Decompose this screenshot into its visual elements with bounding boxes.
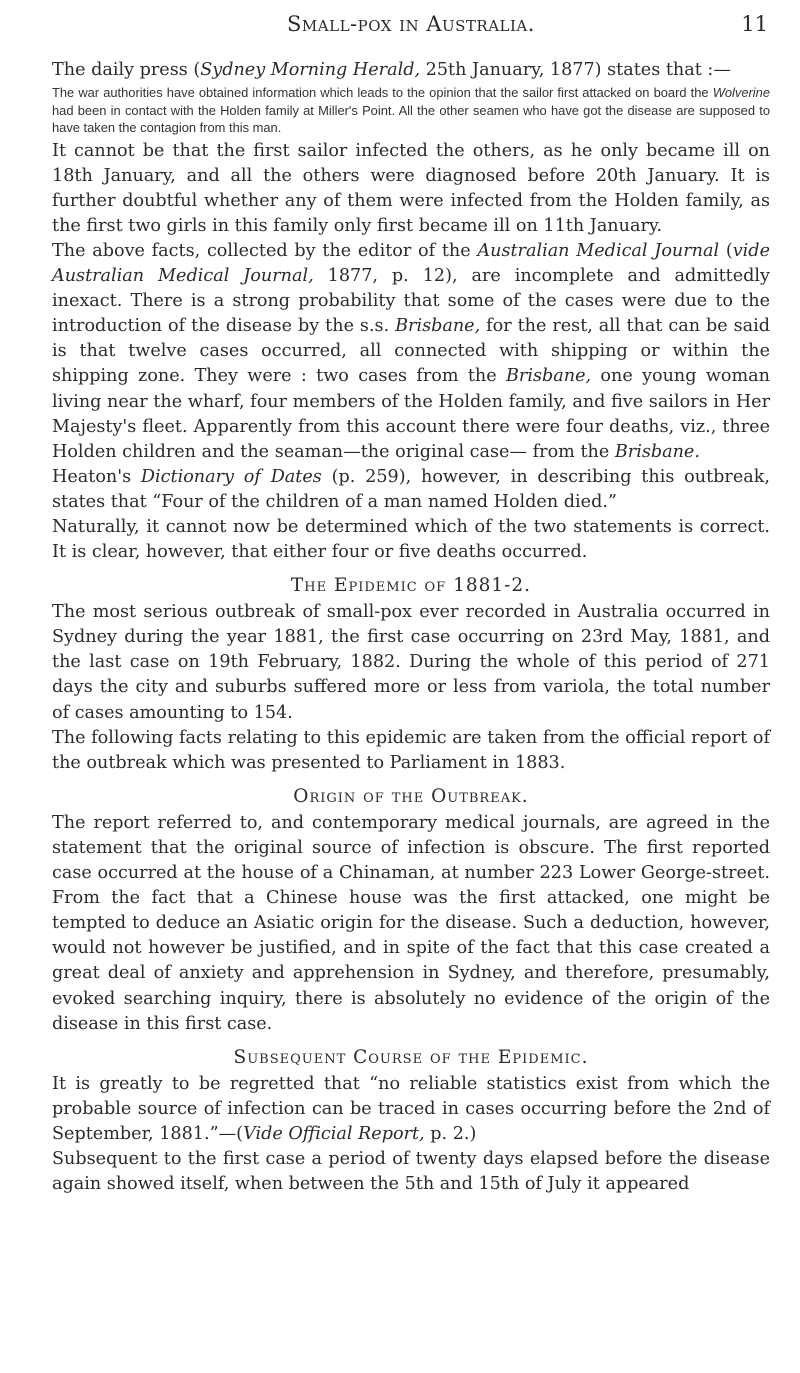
section-heading-origin: Origin of the Outbreak. bbox=[293, 785, 529, 807]
paragraph-first-sailor: It cannot be that the first sailor infected the others, as he only became ill on 18th January, and all the others were diagnosed before 20th January. It is further doubtful whether any of them were infected from the Holden family, as the first two girls in this family only first became ill on 11th January. bbox=[52, 140, 770, 236]
paragraph-most-serious: The most serious outbreak of small-pox ever recorded in Australia occurred in Sydney during the year 1881, the first case occurring on 23rd May, 1881, and the last case on 19th February, 1882. During the whole of this period of 271 days the city and suburbs suffered more or less from variola, the total number of cases amounting to 154. bbox=[52, 602, 770, 723]
paragraph-subsequent: Subsequent to the first case a period of twenty days elapsed before the disease again showed itself, when between the 5th and 15th of July it appeared bbox=[52, 1148, 770, 1195]
paragraph-heaton: Heaton's Dictionary of Dates (p. 259), however, in describing this outbreak, states that “Four of the children of a man named Holden died.” bbox=[52, 466, 770, 512]
section-heading-subsequent: Subsequent Course of the Epidemic. bbox=[233, 1046, 589, 1068]
book-page bbox=[52, 0, 770, 1197]
paragraph-following-facts: The following facts relating to this epidemic are taken from the official report of the outbreak which was presented to Parliament in 1883. bbox=[52, 727, 770, 773]
running-title: Small-pox in Australia. bbox=[287, 12, 535, 36]
section-heading-epidemic: The Epidemic of 1881-2. bbox=[290, 575, 532, 597]
page-number: 11 bbox=[741, 12, 768, 36]
paragraph-regretted: It is greatly to be regretted that “no reliable statistics exist from which the probable source of infection can be traced in cases occurring before the 2nd of September, 1881.”—(Vide Official Report, p. 2.) bbox=[52, 1073, 770, 1144]
paragraph-above-facts: The above facts, collected by the editor of the Australian Medical Journal (vide Australian Medical Journal, 1877, p. 12), are incomplete and admittedly inexact. There is a strong probability that some of the cases were due to the introduction of the disease by the s.s. Brisbane, for the rest, all that can be said is that twelve cases occurred, all connected with shipping or within the shipping zone. They were : two cases from the Brisbane, one young woman living near the wharf, four members of the Holden family, and five sailors in Her Majesty's fleet. Apparently from this account there were four deaths, viz., three Holden children and the seaman—the original case— from the Brisbane. bbox=[52, 240, 771, 462]
block-quote: The war authorities have obtained information which leads to the opinion that the sailor first attacked on board the Wolverine had been in contact with the Holden family at Miller's Point. All the other seamen who have got the disease are supposed to have taken the contagion from this man. bbox=[52, 85, 770, 136]
page-header bbox=[52, 0, 770, 58]
paragraph-daily-press: The daily press (Sydney Morning Herald, 25th January, 1877) states that :— bbox=[52, 60, 731, 80]
paragraph-naturally: Naturally, it cannot now be determined which of the two statements is correct. It is clear, however, that either four or five deaths occurred. bbox=[52, 517, 770, 563]
paragraph-report-referred: The report referred to, and contemporary medical journals, are agreed in the statement that the original source of infection is obscure. The first reported case occurred at the house of a Chinaman, at number 223 Lower George-street. From the fact that a Chinese house was the first attacked, one might be tempted to deduce an Asiatic origin for the disease. Such a deduction, however, would not however be justified, and in spite of the fact that this case created a great deal of anxiety and apprehension in Sydney, and therefore, presumably, evoked searching inquiry, there is absolutely no evidence of the origin of the disease in this first case. bbox=[52, 812, 770, 1034]
